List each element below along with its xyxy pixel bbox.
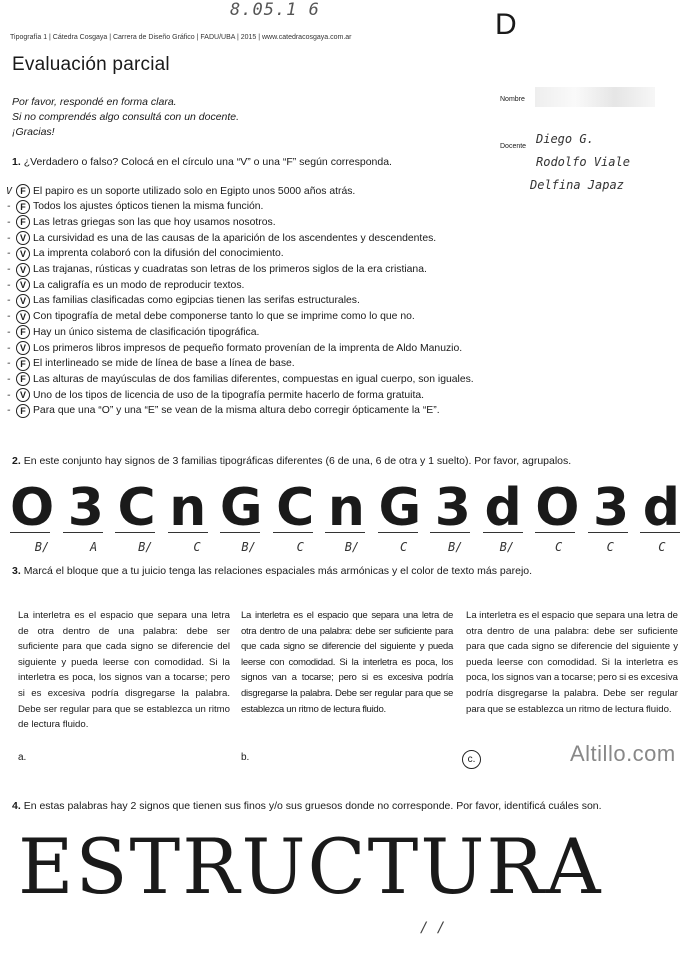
question-number: 1.: [12, 156, 21, 168]
glyph-underline: [273, 532, 313, 539]
answer-circle[interactable]: V: [16, 388, 30, 402]
glyph-underline: [63, 532, 103, 539]
option-a-label[interactable]: a.: [18, 752, 27, 763]
statement-row: [6, 341, 462, 355]
glyph-group-mark: B/: [499, 540, 515, 554]
docente-name: Delfina Japaz: [530, 178, 624, 192]
glyph-underline: [115, 532, 155, 539]
question-number: 4.: [12, 800, 21, 812]
handwritten-answer: -: [6, 279, 13, 291]
statement-text: Las alturas de mayúsculas de dos familias diferentes, compuestas en igual cuerpo, son iguales.: [33, 373, 474, 385]
course-header: Tipografía 1 | Cátedra Cosgaya | Carrera de Diseño Gráfico | FADU/UBA | 2015 | www.catedracosgaya.com.ar: [10, 34, 352, 41]
answer-circle[interactable]: V: [16, 341, 30, 355]
glyph-group-mark: C: [658, 540, 666, 554]
glyph-set: [10, 478, 680, 538]
statement-row: [6, 325, 259, 339]
statement-row: [6, 215, 276, 229]
text-block-b: La interletra es el espacio que separa una letra de otra dentro de una palabra: debe ser suficiente para que cada signo se diferencie del siguiente y pueda leerse con comodidad. Si la interletra es poca, los signos van a tocarse; pero si es excesiva podría disgregarse la palabra. Debe ser regular para que se establezca un ritmo de lectura fluido.: [241, 610, 453, 715]
handwritten-answer: V: [6, 185, 13, 197]
statement-text: Con tipografía de metal debe componerse tanto lo que se imprime como lo que no.: [33, 311, 415, 323]
handwritten-answer: -: [6, 201, 13, 213]
glyph-underline: [325, 532, 365, 539]
answer-circle[interactable]: F: [16, 372, 30, 386]
statement-row: [6, 184, 355, 198]
answer-circle[interactable]: F: [16, 325, 30, 339]
handwritten-answer: -: [6, 232, 13, 244]
statement-text: Uno de los tipos de licencia de uso de la tipografía permite hacerlo de forma gratuita.: [33, 389, 425, 401]
question-number: 3.: [12, 565, 21, 577]
statement-row: [6, 357, 295, 371]
glyph-group-mark: A: [90, 540, 98, 554]
statement-text: La cursividad es una de las causas de la aparición de los ascendentes y descendentes.: [33, 232, 437, 244]
statement-row: [6, 231, 436, 245]
answer-circle[interactable]: V: [16, 278, 30, 292]
glyph: C: [276, 478, 315, 538]
question-3: [12, 565, 532, 577]
glyph-group-mark: B/: [241, 540, 256, 554]
statement-row: [6, 310, 415, 324]
handwritten-code: 8.05.1 6: [230, 0, 320, 20]
option-c-selected[interactable]: [462, 750, 481, 769]
question-text: ¿Verdadero o falso? Colocá en el círculo una “V” o una “F” según corresponda.: [23, 156, 392, 168]
answer-circle[interactable]: F: [16, 215, 30, 229]
glyph: O: [10, 478, 55, 538]
text-block-a: La interletra es el espacio que separa una letra de otra dentro de una palabra: debe ser suficiente para que cada signo se diferencie del siguiente y pueda leerse con comodidad. Si la interletra es poca, los signos van a tocarse; pero si es excesiva podría disgregarse la palabra. Debe ser regular para que se establezca un ritmo de lectura fluido.: [18, 610, 230, 731]
handwritten-answer: -: [6, 342, 13, 354]
question-1: [12, 156, 392, 168]
glyph-group-mark: C: [193, 540, 201, 554]
glyph: 3: [434, 478, 471, 538]
glyph-group-mark: B/: [344, 540, 360, 554]
answer-circle[interactable]: F: [16, 184, 30, 198]
statement-row: [6, 388, 424, 402]
estructura-word: ESTRUCTURA: [18, 822, 603, 911]
glyph-group-mark: C: [399, 540, 408, 554]
handwritten-answer: -: [6, 311, 13, 323]
statement-text: Todos los ajustes ópticos tienen la misma función.: [33, 201, 264, 213]
intro-line: ¡Gracias!: [12, 126, 55, 138]
page-title: Evaluación parcial: [12, 54, 170, 75]
glyph-group-mark: B/: [138, 540, 153, 554]
answer-circle[interactable]: F: [16, 404, 30, 418]
watermark: Altillo.com: [570, 741, 676, 766]
statement-text: Hay un único sistema de clasificación tipográfica.: [33, 326, 260, 338]
glyph: C: [117, 478, 156, 538]
statement-row: [6, 294, 360, 308]
glyph: G: [378, 478, 422, 538]
option-b-label[interactable]: b.: [241, 752, 250, 763]
glyph-underline: [588, 532, 628, 539]
handwritten-answer: -: [6, 358, 13, 370]
intro-line: Si no comprendés algo consultá con un docente.: [12, 111, 240, 123]
glyph-group-mark: C: [554, 540, 563, 554]
handwritten-answer: -: [6, 248, 13, 260]
handwritten-answer: -: [6, 389, 13, 401]
text-block-c: La interletra es el espacio que separa una letra de otra dentro de una palabra: debe ser suficiente para que cada signo se diferencie del siguiente y pueda leerse con comodidad. Si la interletra es poca, los signos van a tocarse; pero si es excesiva podría disgregarse la palabra. Debe ser regular para que se establezca un ritmo de lectura fluido.: [466, 610, 678, 715]
docente-name: Diego G.: [536, 132, 594, 146]
question-number: 2.: [12, 455, 21, 467]
question-text: Marcá el bloque que a tu juicio tenga las relaciones espaciales más armónicas y el color de texto más parejo.: [23, 565, 533, 577]
handwritten-answer: -: [6, 295, 13, 307]
glyph-group-mark: B/: [34, 540, 50, 554]
docente-label: Docente: [500, 143, 527, 150]
intro-text: [12, 95, 239, 140]
glyph-underline: [430, 532, 470, 539]
statement-text: Las trajanas, rústicas y cuadratas son letras de los primeros siglos de la era cristiana.: [33, 264, 427, 275]
intro-line: Por favor, respondé en forma clara.: [12, 96, 177, 108]
answer-circle[interactable]: F: [16, 357, 30, 371]
answer-circle[interactable]: F: [16, 200, 30, 214]
statement-text: El interlineado se mide de línea de base a línea de base.: [33, 358, 295, 370]
answer-circle[interactable]: V: [16, 310, 30, 324]
question-4: [12, 800, 602, 812]
glyph-underline: [168, 532, 208, 539]
statement-text: Para que una “O” y una “E” se vean de la misma altura debo corregir ópticamente la “E”.: [33, 405, 440, 417]
glyph: d: [642, 478, 680, 538]
statement-row: [6, 200, 263, 214]
exam-version-letter: D: [495, 8, 517, 41]
glyph-underline: [535, 532, 575, 539]
statement-text: Las familias clasificadas como egipcias tienen las serifas estructurales.: [33, 295, 360, 307]
glyph: O: [535, 478, 580, 538]
statement-row: [6, 247, 284, 261]
handwritten-answer: -: [6, 264, 13, 275]
option-c-label: c.: [467, 754, 476, 765]
glyph-underline: [640, 532, 680, 539]
statement-text: La caligrafía es un modo de reproducir textos.: [33, 279, 245, 291]
statement-text: Los primeros libros impresos de pequeño formato provenían de la imprenta de Aldo Manuzio.: [33, 342, 463, 354]
statement-row: [6, 263, 427, 277]
statement-text: Las letras griegas son las que hoy usamos nosotros.: [33, 216, 276, 228]
glyph: 3: [67, 478, 104, 538]
glyph-underline: [10, 532, 50, 539]
handwritten-answer: -: [6, 326, 13, 338]
answer-circle[interactable]: V: [16, 294, 30, 308]
glyph: G: [219, 478, 263, 538]
estructura-marks: / /: [420, 920, 446, 936]
handwritten-answer: -: [6, 216, 13, 228]
glyph-underline: [483, 532, 523, 539]
glyph-group-mark: C: [296, 540, 304, 554]
statement-row: [6, 372, 474, 386]
answer-underlines: [10, 532, 680, 539]
statement-text: El papiro es un soporte utilizado solo en Egipto unos 5000 años atrás.: [33, 185, 356, 197]
handwritten-answer: -: [6, 405, 13, 417]
glyph-group-mark: C: [606, 540, 614, 554]
glyph-underline: [378, 532, 418, 539]
glyph-answers: [22, 540, 682, 554]
glyph-group-mark: B/: [448, 540, 463, 554]
nombre-label: Nombre: [500, 96, 525, 103]
handwritten-answer: -: [6, 373, 13, 385]
question-text: En estas palabras hay 2 signos que tienen sus finos y/o sus gruesos donde no corresponde. Por favor, identificá cuáles son.: [23, 800, 602, 812]
docente-name: Rodolfo Viale: [536, 155, 630, 169]
answer-circle[interactable]: V: [16, 247, 30, 261]
question-2: [12, 455, 571, 467]
glyph: n: [327, 478, 365, 538]
redacted-name: [535, 87, 655, 107]
answer-circle[interactable]: V: [16, 231, 30, 245]
glyph-underline: [220, 532, 260, 539]
statement-row: [6, 278, 244, 292]
glyph: 3: [593, 478, 630, 538]
statement-text: La imprenta colaboró con la difusión del conocimiento.: [33, 248, 284, 260]
question-text: En este conjunto hay signos de 3 familias tipográficas diferentes (6 de una, 6 de otra y 1 suelto). Por favor, agrupalos.: [23, 455, 572, 467]
answer-circle[interactable]: V: [16, 263, 30, 277]
glyph: n: [169, 478, 207, 538]
glyph: d: [484, 478, 522, 538]
statement-row: [6, 404, 440, 418]
